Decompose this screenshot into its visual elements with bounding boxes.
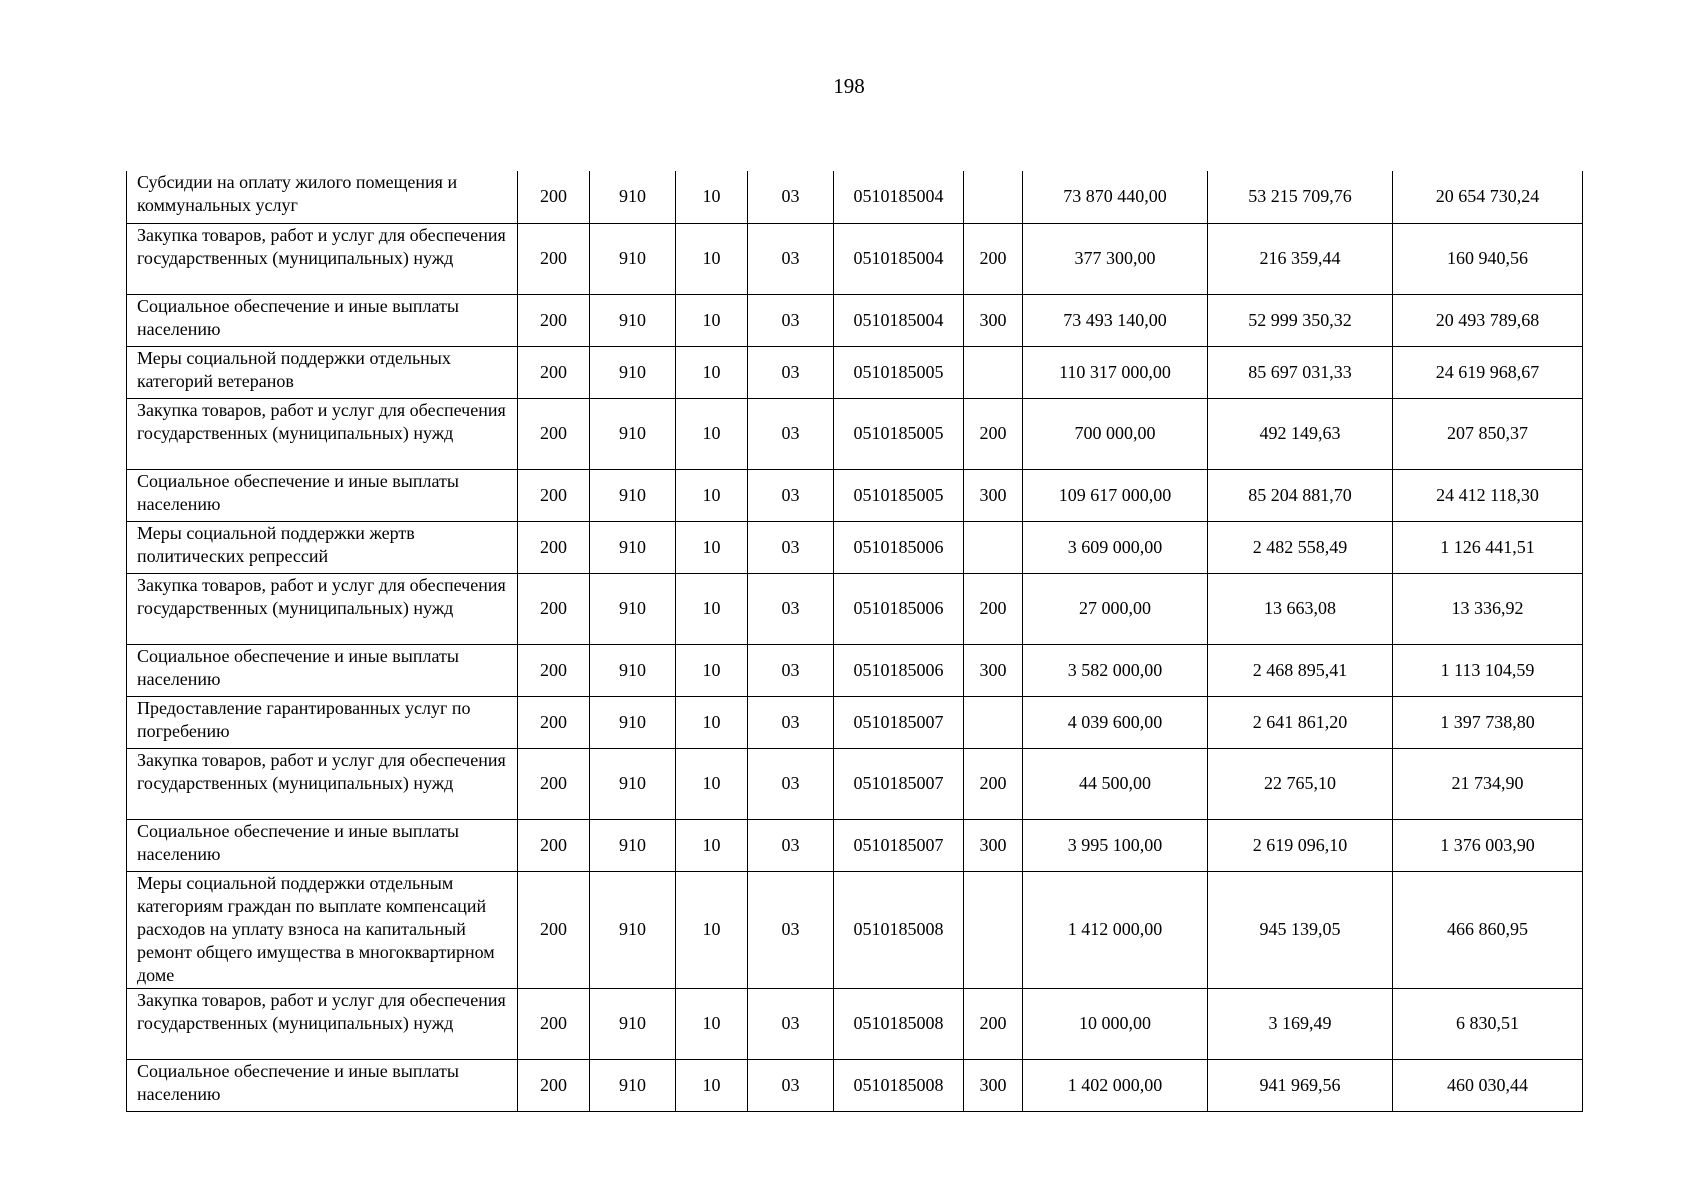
code-cell-4: 03 bbox=[748, 294, 834, 346]
row-name-cell: Меры социальной поддержки жертв политических репрессий bbox=[127, 521, 518, 573]
expense-type-cell: 200 bbox=[964, 223, 1023, 294]
expense-type-cell bbox=[964, 346, 1023, 398]
code-cell-4: 03 bbox=[748, 346, 834, 398]
code-cell-4: 03 bbox=[748, 988, 834, 1059]
row-name-cell: Меры социальной поддержки отдельным категориям граждан по выплате компенсаций расходов на уплату взноса на капитальный ремонт общего имущества в многоквартирном доме bbox=[127, 871, 518, 988]
code-cell-1: 200 bbox=[518, 521, 590, 573]
remaining-amount-cell: 466 860,95 bbox=[1393, 871, 1583, 988]
table-row bbox=[127, 469, 1583, 521]
table-row bbox=[127, 294, 1583, 346]
target-article-cell: 0510185006 bbox=[834, 644, 964, 696]
code-cell-4: 03 bbox=[748, 748, 834, 819]
executed-amount-cell: 85 204 881,70 bbox=[1208, 469, 1393, 521]
remaining-amount-cell: 1 397 738,80 bbox=[1393, 696, 1583, 748]
code-cell-2: 910 bbox=[590, 871, 676, 988]
plan-amount-cell: 10 000,00 bbox=[1023, 988, 1208, 1059]
row-name-cell: Закупка товаров, работ и услуг для обеспечения государственных (муниципальных) нужд bbox=[127, 748, 518, 819]
plan-amount-cell: 1 402 000,00 bbox=[1023, 1059, 1208, 1111]
plan-amount-cell: 377 300,00 bbox=[1023, 223, 1208, 294]
code-cell-1: 200 bbox=[518, 398, 590, 469]
code-cell-2: 910 bbox=[590, 171, 676, 223]
expense-type-cell: 200 bbox=[964, 748, 1023, 819]
remaining-amount-cell: 160 940,56 bbox=[1393, 223, 1583, 294]
row-name-cell: Субсидии на оплату жилого помещения и коммунальных услуг bbox=[127, 171, 518, 223]
code-cell-3: 10 bbox=[676, 748, 748, 819]
code-cell-1: 200 bbox=[518, 294, 590, 346]
code-cell-1: 200 bbox=[518, 819, 590, 871]
code-cell-4: 03 bbox=[748, 398, 834, 469]
code-cell-4: 03 bbox=[748, 644, 834, 696]
target-article-cell: 0510185005 bbox=[834, 346, 964, 398]
row-name-cell: Закупка товаров, работ и услуг для обеспечения государственных (муниципальных) нужд bbox=[127, 573, 518, 644]
table-row bbox=[127, 521, 1583, 573]
remaining-amount-cell: 20 493 789,68 bbox=[1393, 294, 1583, 346]
code-cell-3: 10 bbox=[676, 521, 748, 573]
code-cell-2: 910 bbox=[590, 398, 676, 469]
code-cell-2: 910 bbox=[590, 294, 676, 346]
target-article-cell: 0510185005 bbox=[834, 469, 964, 521]
expense-type-cell bbox=[964, 171, 1023, 223]
row-name-cell: Закупка товаров, работ и услуг для обеспечения государственных (муниципальных) нужд bbox=[127, 398, 518, 469]
code-cell-1: 200 bbox=[518, 1059, 590, 1111]
table-row bbox=[127, 644, 1583, 696]
expense-type-cell: 200 bbox=[964, 398, 1023, 469]
executed-amount-cell: 2 619 096,10 bbox=[1208, 819, 1393, 871]
target-article-cell: 0510185006 bbox=[834, 573, 964, 644]
target-article-cell: 0510185007 bbox=[834, 696, 964, 748]
executed-amount-cell: 53 215 709,76 bbox=[1208, 171, 1393, 223]
row-name-cell: Закупка товаров, работ и услуг для обеспечения государственных (муниципальных) нужд bbox=[127, 988, 518, 1059]
code-cell-3: 10 bbox=[676, 696, 748, 748]
target-article-cell: 0510185008 bbox=[834, 871, 964, 988]
code-cell-4: 03 bbox=[748, 871, 834, 988]
executed-amount-cell: 492 149,63 bbox=[1208, 398, 1393, 469]
executed-amount-cell: 941 969,56 bbox=[1208, 1059, 1393, 1111]
table-row bbox=[127, 171, 1583, 223]
code-cell-2: 910 bbox=[590, 696, 676, 748]
row-name-cell: Социальное обеспечение и иные выплаты населению bbox=[127, 644, 518, 696]
code-cell-1: 200 bbox=[518, 871, 590, 988]
row-name-cell: Меры социальной поддержки отдельных категорий ветеранов bbox=[127, 346, 518, 398]
code-cell-1: 200 bbox=[518, 644, 590, 696]
code-cell-4: 03 bbox=[748, 1059, 834, 1111]
remaining-amount-cell: 21 734,90 bbox=[1393, 748, 1583, 819]
code-cell-1: 200 bbox=[518, 696, 590, 748]
code-cell-4: 03 bbox=[748, 469, 834, 521]
target-article-cell: 0510185004 bbox=[834, 171, 964, 223]
plan-amount-cell: 3 995 100,00 bbox=[1023, 819, 1208, 871]
code-cell-4: 03 bbox=[748, 573, 834, 644]
plan-amount-cell: 3 582 000,00 bbox=[1023, 644, 1208, 696]
row-name-cell: Закупка товаров, работ и услуг для обеспечения государственных (муниципальных) нужд bbox=[127, 223, 518, 294]
expense-type-cell: 300 bbox=[964, 644, 1023, 696]
code-cell-2: 910 bbox=[590, 988, 676, 1059]
code-cell-4: 03 bbox=[748, 521, 834, 573]
code-cell-3: 10 bbox=[676, 469, 748, 521]
plan-amount-cell: 27 000,00 bbox=[1023, 573, 1208, 644]
remaining-amount-cell: 460 030,44 bbox=[1393, 1059, 1583, 1111]
code-cell-3: 10 bbox=[676, 398, 748, 469]
code-cell-2: 910 bbox=[590, 223, 676, 294]
code-cell-4: 03 bbox=[748, 819, 834, 871]
code-cell-1: 200 bbox=[518, 469, 590, 521]
expense-type-cell: 300 bbox=[964, 819, 1023, 871]
executed-amount-cell: 945 139,05 bbox=[1208, 871, 1393, 988]
executed-amount-cell: 216 359,44 bbox=[1208, 223, 1393, 294]
code-cell-3: 10 bbox=[676, 573, 748, 644]
executed-amount-cell: 22 765,10 bbox=[1208, 748, 1393, 819]
code-cell-3: 10 bbox=[676, 294, 748, 346]
expense-type-cell: 200 bbox=[964, 573, 1023, 644]
code-cell-3: 10 bbox=[676, 819, 748, 871]
table-row bbox=[127, 398, 1583, 469]
target-article-cell: 0510185007 bbox=[834, 748, 964, 819]
target-article-cell: 0510185004 bbox=[834, 223, 964, 294]
plan-amount-cell: 109 617 000,00 bbox=[1023, 469, 1208, 521]
code-cell-1: 200 bbox=[518, 346, 590, 398]
executed-amount-cell: 2 468 895,41 bbox=[1208, 644, 1393, 696]
table-row bbox=[127, 346, 1583, 398]
table-row bbox=[127, 988, 1583, 1059]
remaining-amount-cell: 1 376 003,90 bbox=[1393, 819, 1583, 871]
target-article-cell: 0510185005 bbox=[834, 398, 964, 469]
table-row bbox=[127, 223, 1583, 294]
code-cell-1: 200 bbox=[518, 988, 590, 1059]
remaining-amount-cell: 1 113 104,59 bbox=[1393, 644, 1583, 696]
code-cell-2: 910 bbox=[590, 819, 676, 871]
expense-type-cell: 300 bbox=[964, 1059, 1023, 1111]
table-row bbox=[127, 871, 1583, 988]
plan-amount-cell: 700 000,00 bbox=[1023, 398, 1208, 469]
code-cell-2: 910 bbox=[590, 573, 676, 644]
code-cell-3: 10 bbox=[676, 644, 748, 696]
remaining-amount-cell: 24 619 968,67 bbox=[1393, 346, 1583, 398]
plan-amount-cell: 110 317 000,00 bbox=[1023, 346, 1208, 398]
remaining-amount-cell: 1 126 441,51 bbox=[1393, 521, 1583, 573]
code-cell-2: 910 bbox=[590, 469, 676, 521]
code-cell-3: 10 bbox=[676, 223, 748, 294]
row-name-cell: Предоставление гарантированных услуг по погребению bbox=[127, 696, 518, 748]
plan-amount-cell: 4 039 600,00 bbox=[1023, 696, 1208, 748]
table-row bbox=[127, 573, 1583, 644]
code-cell-2: 910 bbox=[590, 346, 676, 398]
page-number: 198 bbox=[833, 74, 865, 98]
expense-type-cell: 200 bbox=[964, 988, 1023, 1059]
remaining-amount-cell: 13 336,92 bbox=[1393, 573, 1583, 644]
code-cell-3: 10 bbox=[676, 171, 748, 223]
plan-amount-cell: 73 870 440,00 bbox=[1023, 171, 1208, 223]
code-cell-1: 200 bbox=[518, 223, 590, 294]
code-cell-3: 10 bbox=[676, 1059, 748, 1111]
budget-table bbox=[126, 171, 1583, 1112]
plan-amount-cell: 1 412 000,00 bbox=[1023, 871, 1208, 988]
row-name-cell: Социальное обеспечение и иные выплаты населению bbox=[127, 294, 518, 346]
table-row bbox=[127, 748, 1583, 819]
remaining-amount-cell: 6 830,51 bbox=[1393, 988, 1583, 1059]
target-article-cell: 0510185008 bbox=[834, 1059, 964, 1111]
executed-amount-cell: 3 169,49 bbox=[1208, 988, 1393, 1059]
target-article-cell: 0510185008 bbox=[834, 988, 964, 1059]
code-cell-1: 200 bbox=[518, 748, 590, 819]
target-article-cell: 0510185007 bbox=[834, 819, 964, 871]
table-body bbox=[127, 171, 1583, 1111]
expense-type-cell bbox=[964, 871, 1023, 988]
code-cell-1: 200 bbox=[518, 573, 590, 644]
row-name-cell: Социальное обеспечение и иные выплаты населению bbox=[127, 469, 518, 521]
expense-type-cell bbox=[964, 696, 1023, 748]
target-article-cell: 0510185004 bbox=[834, 294, 964, 346]
code-cell-2: 910 bbox=[590, 521, 676, 573]
plan-amount-cell: 44 500,00 bbox=[1023, 748, 1208, 819]
code-cell-2: 910 bbox=[590, 1059, 676, 1111]
code-cell-4: 03 bbox=[748, 696, 834, 748]
executed-amount-cell: 52 999 350,32 bbox=[1208, 294, 1393, 346]
table-row bbox=[127, 1059, 1583, 1111]
executed-amount-cell: 2 482 558,49 bbox=[1208, 521, 1393, 573]
code-cell-3: 10 bbox=[676, 988, 748, 1059]
executed-amount-cell: 13 663,08 bbox=[1208, 573, 1393, 644]
plan-amount-cell: 3 609 000,00 bbox=[1023, 521, 1208, 573]
table-row bbox=[127, 696, 1583, 748]
target-article-cell: 0510185006 bbox=[834, 521, 964, 573]
code-cell-2: 910 bbox=[590, 748, 676, 819]
table-row bbox=[127, 819, 1583, 871]
code-cell-3: 10 bbox=[676, 871, 748, 988]
expense-type-cell: 300 bbox=[964, 469, 1023, 521]
row-name-cell: Социальное обеспечение и иные выплаты населению bbox=[127, 1059, 518, 1111]
remaining-amount-cell: 207 850,37 bbox=[1393, 398, 1583, 469]
expense-type-cell bbox=[964, 521, 1023, 573]
executed-amount-cell: 2 641 861,20 bbox=[1208, 696, 1393, 748]
remaining-amount-cell: 20 654 730,24 bbox=[1393, 171, 1583, 223]
expense-type-cell: 300 bbox=[964, 294, 1023, 346]
row-name-cell: Социальное обеспечение и иные выплаты населению bbox=[127, 819, 518, 871]
code-cell-1: 200 bbox=[518, 171, 590, 223]
code-cell-4: 03 bbox=[748, 223, 834, 294]
code-cell-4: 03 bbox=[748, 171, 834, 223]
executed-amount-cell: 85 697 031,33 bbox=[1208, 346, 1393, 398]
code-cell-2: 910 bbox=[590, 644, 676, 696]
code-cell-3: 10 bbox=[676, 346, 748, 398]
remaining-amount-cell: 24 412 118,30 bbox=[1393, 469, 1583, 521]
plan-amount-cell: 73 493 140,00 bbox=[1023, 294, 1208, 346]
